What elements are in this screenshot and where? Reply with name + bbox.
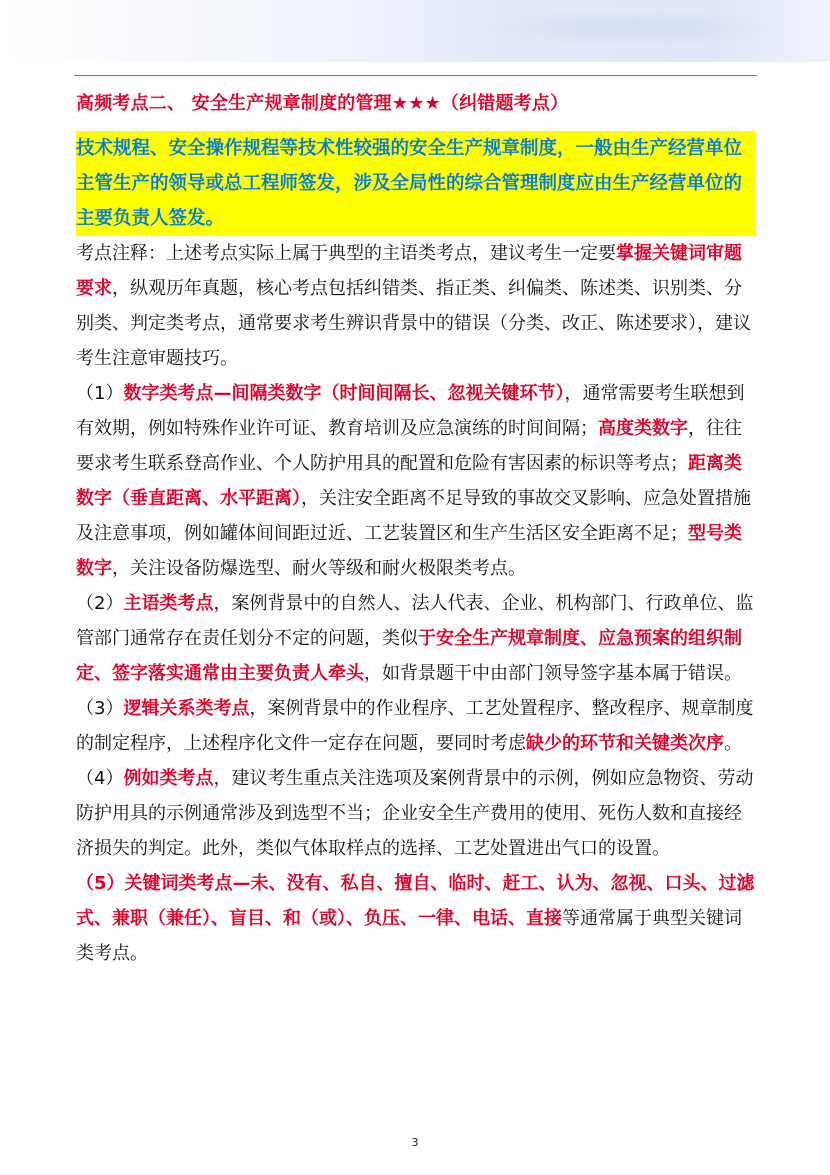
point-1-emphasis-2: 高度类数字 [598, 418, 688, 439]
point-5-number: （5） [76, 873, 125, 894]
header-divider [74, 75, 757, 76]
point-2-number: （2） [76, 593, 124, 614]
point-2-paragraph [76, 586, 756, 691]
point-4-paragraph [76, 761, 756, 866]
point-5-text-2: 等通常属于典型关键词类考点。 [76, 908, 742, 964]
point-5-emphasis-1: 关键词类考点—未、没有、私自、擅自、临时、赶工、认为、忽视、口头、过滤式、兼职（兼任）、盲目、和（或）、负压、一律、电话、直接 [76, 873, 755, 929]
point-5-paragraph [76, 866, 756, 971]
point-3-emphasis-2: 缺少的环节和关键类次序 [526, 733, 724, 754]
point-3-number: （3） [76, 698, 124, 719]
point-3-text-3: 。 [724, 733, 742, 754]
point-1-emphasis-1: 数字类考点—间隔类数字（时间间隔长、忽视关键环节） [123, 383, 565, 404]
point-4-emphasis-1: 例如类考点 [123, 768, 214, 789]
document-body [76, 86, 756, 971]
point-3-paragraph [76, 691, 756, 761]
highlighted-key-rule-text: 技术规程、安全操作规程等技术性较强的安全生产规章制度，一般由生产经营单位主管生产的领导或总工程师签发，涉及全局性的综合管理制度应由生产经营单位的主要负责人签发。 [76, 138, 743, 229]
point-3-emphasis-1: 逻辑关系类考点 [123, 698, 250, 719]
highlighted-key-rule [76, 131, 756, 236]
point-1-text-3: ，往往要求考生联系登高作业、个人防护用具的配置和危险有害因素的标识等考点； [76, 418, 742, 474]
note-emphasis: 掌握关键词审题要求 [76, 243, 742, 299]
point-1-text-2: ，通常需要考生联想到有效期，例如特殊作业许可证、教育培训及应急演练的时间间隔； [76, 383, 745, 439]
point-1-emphasis-4: 型号类数字 [76, 523, 742, 579]
point-1-text-5: ，关注设备防爆选型、耐火等级和耐火极限类考点。 [112, 558, 526, 579]
point-2-text-3: ，如背景题干中由部门领导签字基本属于错误。 [364, 663, 742, 684]
note-text-2: ，纵观历年真题，核心考点包括纠错类、指正类、纠偏类、陈述类、识别类、分别类、判定类考点，通常要求考生辨识背景中的错误（分类、改正、陈述要求），建议考生注意审题技巧。 [76, 278, 751, 369]
note-paragraph [76, 236, 756, 376]
point-3-text-2: ，案例背景中的作业程序、工艺处置程序、整改程序、规章制度的制定程序，上述程序化文件一定存在问题，要同时考虑 [76, 698, 754, 754]
point-1-text-4: ，关注安全距离不足导致的事故交叉影响、应急处置措施及注意事项，例如罐体间间距过近、工艺装置区和生产生活区安全距离不足； [76, 488, 751, 544]
point-1-paragraph [76, 376, 756, 586]
note-text-1: 考点注释：上述考点实际上属于典型的主语类考点，建议考生一定要 [76, 243, 616, 264]
point-2-text-2: ，案例背景中的自然人、法人代表、企业、机构部门、行政单位、监管部门通常存在责任划分不定的问题，类似 [76, 593, 754, 649]
point-2-emphasis-2: 于安全生产规章制度、应急预案的组织制定、签字落实通常由主要负责人牵头 [76, 628, 742, 684]
point-2-emphasis-1: 主语类考点 [123, 593, 214, 614]
point-1-emphasis-3: 距离类数字（垂直距离、水平距离） [76, 453, 742, 509]
point-4-number: （4） [76, 768, 124, 789]
point-1-number: （1） [76, 383, 124, 404]
page-number: 3 [411, 1136, 419, 1149]
header-banner [0, 0, 830, 62]
point-4-text-2: ，建议考生重点关注选项及案例背景中的示例，例如应急物资、劳动防护用具的示例通常涉及到选型不当；企业安全生产费用的使用、死伤人数和直接经济损失的判定。此外，类似气体取样点的选择、工艺处置进出气口的设置。 [76, 768, 754, 859]
section-heading: 高频考点二、 安全生产规章制度的管理★★★（纠错题考点） [76, 93, 569, 114]
